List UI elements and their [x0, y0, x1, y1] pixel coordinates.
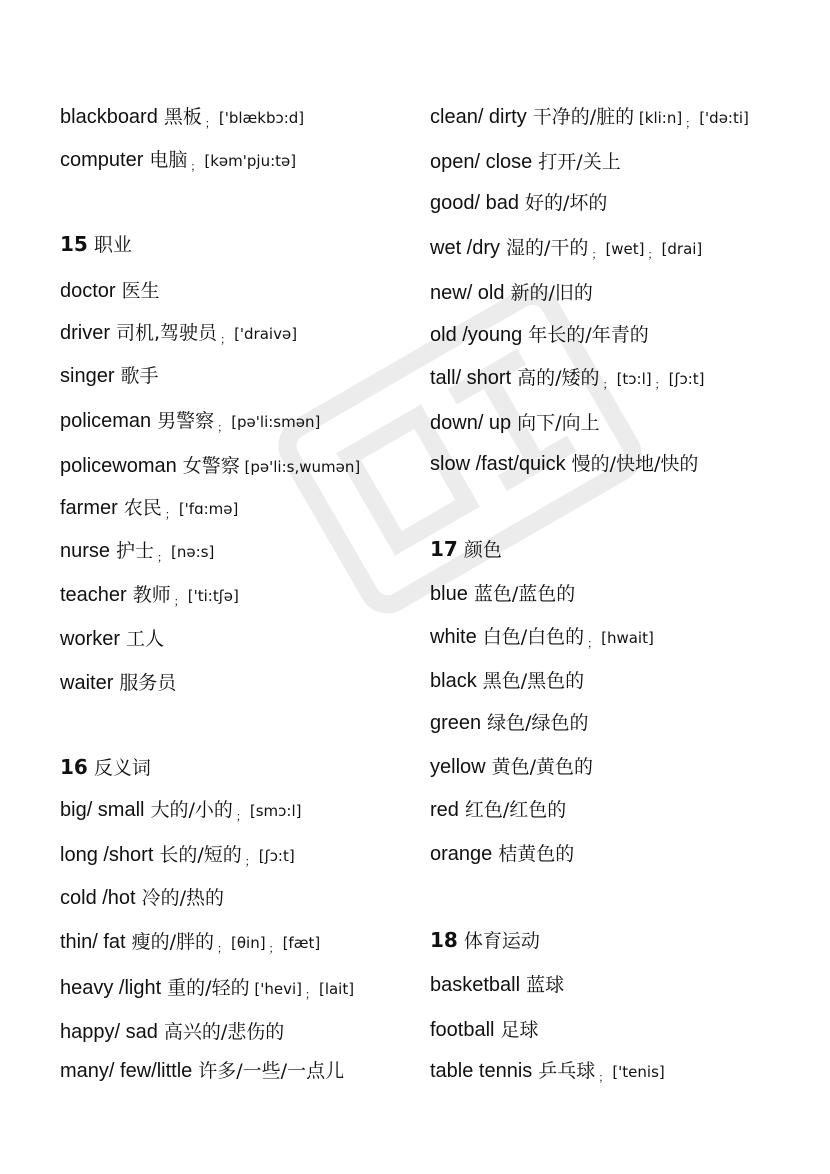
vocab-entry: [60, 842, 295, 870]
vocab-entry: [60, 1058, 344, 1083]
chinese-meaning: 蓝色/蓝色的: [473, 583, 576, 605]
english-word: farmer: [60, 497, 118, 519]
chinese-meaning: 农民: [123, 497, 162, 519]
english-word: waiter: [60, 672, 114, 694]
chinese-meaning: 干净的/脏的: [532, 106, 635, 128]
vocab-entry: [430, 710, 589, 735]
phonetic: [fæt]: [282, 934, 321, 952]
vocab-entry: [430, 624, 654, 652]
phonetic: [nə:s]: [171, 543, 215, 561]
phonetic-group: [214, 413, 321, 434]
phonetic: [θin]: [231, 934, 266, 952]
english-word: policewoman: [60, 455, 177, 477]
vocab-entry: [60, 975, 354, 1003]
vocab-entry: [430, 797, 566, 822]
vocab-entry: [430, 754, 593, 779]
vocab-entry: [430, 190, 607, 215]
chinese-meaning: 护士: [116, 540, 155, 562]
vocab-entry: [60, 797, 301, 825]
section-number: 15: [60, 232, 88, 256]
chinese-meaning: 瘦的/胖的: [131, 931, 215, 953]
vocab-entry: [60, 885, 224, 910]
phonetic-group: [634, 109, 749, 130]
chinese-meaning: 慢的/快地/快的: [571, 453, 699, 475]
phonetic-group: [242, 847, 295, 868]
phonetic-group: [240, 458, 360, 476]
section-title: 反义词: [93, 757, 151, 779]
chinese-meaning: 医生: [121, 280, 160, 302]
chinese-meaning: 长的/短的: [159, 844, 242, 866]
chinese-meaning: 年长的/年青的: [528, 324, 649, 346]
english-word: many/ few/little: [60, 1060, 193, 1082]
vocab-entry: [430, 365, 705, 393]
phonetic-group: [162, 500, 239, 521]
phonetic-separator: ；: [654, 378, 666, 391]
phonetic-group: [595, 1063, 665, 1084]
vocab-entry: [430, 322, 649, 347]
english-word: basketball: [430, 974, 521, 996]
vocab-entry: [60, 670, 176, 695]
chinese-meaning: 高兴的/悲伤的: [163, 1021, 285, 1043]
phonetic: ['blækbɔ:d]: [218, 109, 305, 127]
english-word: heavy /light: [60, 977, 162, 999]
phonetic-separator: ；: [220, 333, 232, 346]
vocab-entry: [60, 147, 296, 175]
english-word: happy/ sad: [60, 1021, 158, 1043]
phonetic: ['fɑ:mə]: [178, 500, 239, 518]
phonetic-separator: ；: [647, 248, 659, 261]
english-word: red: [430, 799, 459, 821]
chinese-meaning: 大的/小的: [150, 799, 233, 821]
chinese-meaning: 白色/白色的: [482, 626, 585, 648]
chinese-meaning: 重的/轻的: [167, 977, 250, 999]
vocab-entry: [430, 1058, 665, 1086]
vocab-entry: [60, 453, 360, 479]
section-title: 体育运动: [463, 930, 540, 952]
english-word: worker: [60, 628, 121, 650]
chinese-meaning: 男警察: [157, 410, 215, 432]
english-word: football: [430, 1019, 495, 1041]
phonetic-separator: ；: [157, 551, 169, 564]
english-word: doctor: [60, 280, 116, 302]
english-word: tall/ short: [430, 367, 512, 389]
chinese-meaning: 好的/坏的: [524, 192, 608, 214]
vocab-entry: [60, 929, 320, 957]
section-number: 16: [60, 755, 88, 779]
chinese-meaning: 绿色/绿色的: [487, 712, 589, 734]
vocab-entry: [430, 104, 749, 132]
english-word: blue: [430, 583, 468, 605]
phonetic-separator: ；: [217, 421, 229, 434]
vocab-entry: [60, 1019, 284, 1044]
phonetic: [pə'li:s,wumən]: [244, 458, 361, 476]
chinese-meaning: 司机,驾驶员: [116, 322, 218, 344]
english-word: clean/ dirty: [430, 106, 527, 128]
vocab-entry: [430, 1017, 539, 1042]
phonetic: ['draivə]: [234, 325, 298, 343]
vocab-entry: [430, 581, 575, 606]
chinese-meaning: 女警察: [182, 455, 240, 477]
phonetic-separator: ；: [268, 942, 280, 955]
phonetic-group: [214, 934, 321, 955]
phonetic-group: [600, 370, 705, 391]
phonetic: [hwait]: [601, 629, 654, 647]
phonetic: [wet]: [605, 240, 645, 258]
vocab-entry: [60, 538, 214, 566]
phonetic-separator: ；: [204, 117, 216, 130]
english-word: long /short: [60, 844, 154, 866]
section-heading: [430, 537, 502, 562]
vocab-entry: [60, 363, 159, 388]
vocab-entry: [430, 841, 574, 866]
chinese-meaning: 湿的/干的: [506, 237, 589, 259]
english-word: policeman: [60, 410, 152, 432]
phonetic-group: [202, 109, 305, 130]
english-word: teacher: [60, 584, 127, 606]
phonetic-separator: ；: [164, 508, 176, 521]
phonetic: [kli:n]: [638, 109, 683, 127]
english-word: table tennis: [430, 1060, 533, 1082]
phonetic: [ʃɔ:t]: [258, 847, 295, 865]
phonetic-group: [217, 325, 298, 346]
vocab-entry: [430, 451, 698, 476]
chinese-meaning: 蓝球: [526, 974, 565, 996]
chinese-meaning: 许多/一些/一点儿: [198, 1060, 345, 1082]
english-word: cold /hot: [60, 887, 136, 909]
english-word: yellow: [430, 756, 486, 778]
english-word: white: [430, 626, 477, 648]
phonetic-group: [584, 629, 654, 650]
phonetic: ['tenis]: [612, 1063, 665, 1081]
chinese-meaning: 乒乓球: [538, 1060, 596, 1082]
english-word: nurse: [60, 540, 111, 562]
vocab-entry: [430, 410, 600, 435]
vocab-entry: [60, 408, 320, 436]
section-title: 职业: [93, 234, 132, 256]
english-word: driver: [60, 322, 111, 344]
english-word: open/ close: [430, 151, 533, 173]
vocab-entry: [60, 320, 297, 348]
chinese-meaning: 打开/关上: [538, 151, 621, 173]
vocab-entry: [60, 582, 239, 610]
phonetic: [drai]: [661, 240, 703, 258]
english-word: big/ small: [60, 799, 145, 821]
english-word: orange: [430, 843, 493, 865]
phonetic-group: [171, 587, 239, 608]
chinese-meaning: 高的/矮的: [517, 367, 600, 389]
phonetic-separator: ；: [304, 988, 316, 1001]
chinese-meaning: 电脑: [149, 149, 188, 171]
chinese-meaning: 歌手: [120, 365, 159, 387]
phonetic-group: [187, 152, 297, 173]
phonetic-group: [154, 543, 215, 564]
chinese-meaning: 冷的/热的: [141, 887, 225, 909]
phonetic-group: [250, 980, 355, 1001]
english-word: new/ old: [430, 282, 505, 304]
phonetic-separator: ；: [217, 942, 229, 955]
phonetic-group: [588, 240, 703, 261]
vocab-entry: [430, 668, 584, 693]
chinese-meaning: 红色/红色的: [464, 799, 567, 821]
section-number: 17: [430, 537, 458, 561]
english-word: singer: [60, 365, 115, 387]
section-heading: [430, 928, 540, 953]
phonetic: [smɔ:l]: [249, 802, 302, 820]
phonetic-separator: ；: [173, 595, 185, 608]
phonetic: ['də:ti]: [699, 109, 749, 127]
english-word: green: [430, 712, 482, 734]
phonetic: [kəm'pju:tə]: [204, 152, 297, 170]
chinese-meaning: 足球: [500, 1019, 539, 1041]
english-word: wet /dry: [430, 237, 501, 259]
phonetic: ['hevi]: [254, 980, 302, 998]
phonetic: [pə'li:smən]: [231, 413, 321, 431]
english-word: old /young: [430, 324, 523, 346]
phonetic: [tɔ:l]: [616, 370, 652, 388]
chinese-meaning: 黄色/黄色的: [491, 756, 593, 778]
phonetic-separator: ；: [685, 117, 697, 130]
chinese-meaning: 黑色/黑色的: [482, 670, 585, 692]
vocab-entry: [60, 626, 164, 651]
phonetic-separator: ；: [244, 855, 256, 868]
chinese-meaning: 黑板: [163, 106, 202, 128]
chinese-meaning: 教师: [132, 584, 171, 606]
section-heading: [60, 755, 151, 780]
phonetic: [ʃɔ:t]: [668, 370, 705, 388]
phonetic: [lait]: [318, 980, 355, 998]
english-word: thin/ fat: [60, 931, 126, 953]
vocab-entry: [430, 280, 593, 305]
english-word: good/ bad: [430, 192, 519, 214]
phonetic: ['ti:tʃə]: [187, 587, 239, 605]
vocab-entry: [430, 972, 564, 997]
vocab-entry: [430, 235, 702, 263]
chinese-meaning: 工人: [126, 628, 165, 650]
phonetic-separator: ；: [598, 1071, 610, 1084]
english-word: slow /fast/quick: [430, 453, 566, 475]
section-heading: [60, 232, 132, 257]
chinese-meaning: 桔黄色的: [498, 843, 575, 865]
vocab-entry: [60, 278, 160, 303]
english-word: computer: [60, 149, 144, 171]
phonetic-group: [233, 802, 302, 823]
section-number: 18: [430, 928, 458, 952]
phonetic-separator: ；: [235, 810, 247, 823]
section-title: 颜色: [463, 539, 502, 561]
english-word: down/ up: [430, 412, 512, 434]
phonetic-separator: ；: [190, 160, 202, 173]
phonetic-separator: ；: [587, 637, 599, 650]
phonetic-separator: ；: [591, 248, 603, 261]
english-word: black: [430, 670, 477, 692]
phonetic-separator: ；: [602, 378, 614, 391]
chinese-meaning: 向下/向上: [517, 412, 600, 434]
vocab-entry: [430, 149, 621, 174]
vocab-entry: [60, 495, 238, 523]
chinese-meaning: 服务员: [119, 672, 177, 694]
vocab-entry: [60, 104, 304, 132]
english-word: blackboard: [60, 106, 158, 128]
chinese-meaning: 新的/旧的: [510, 282, 593, 304]
